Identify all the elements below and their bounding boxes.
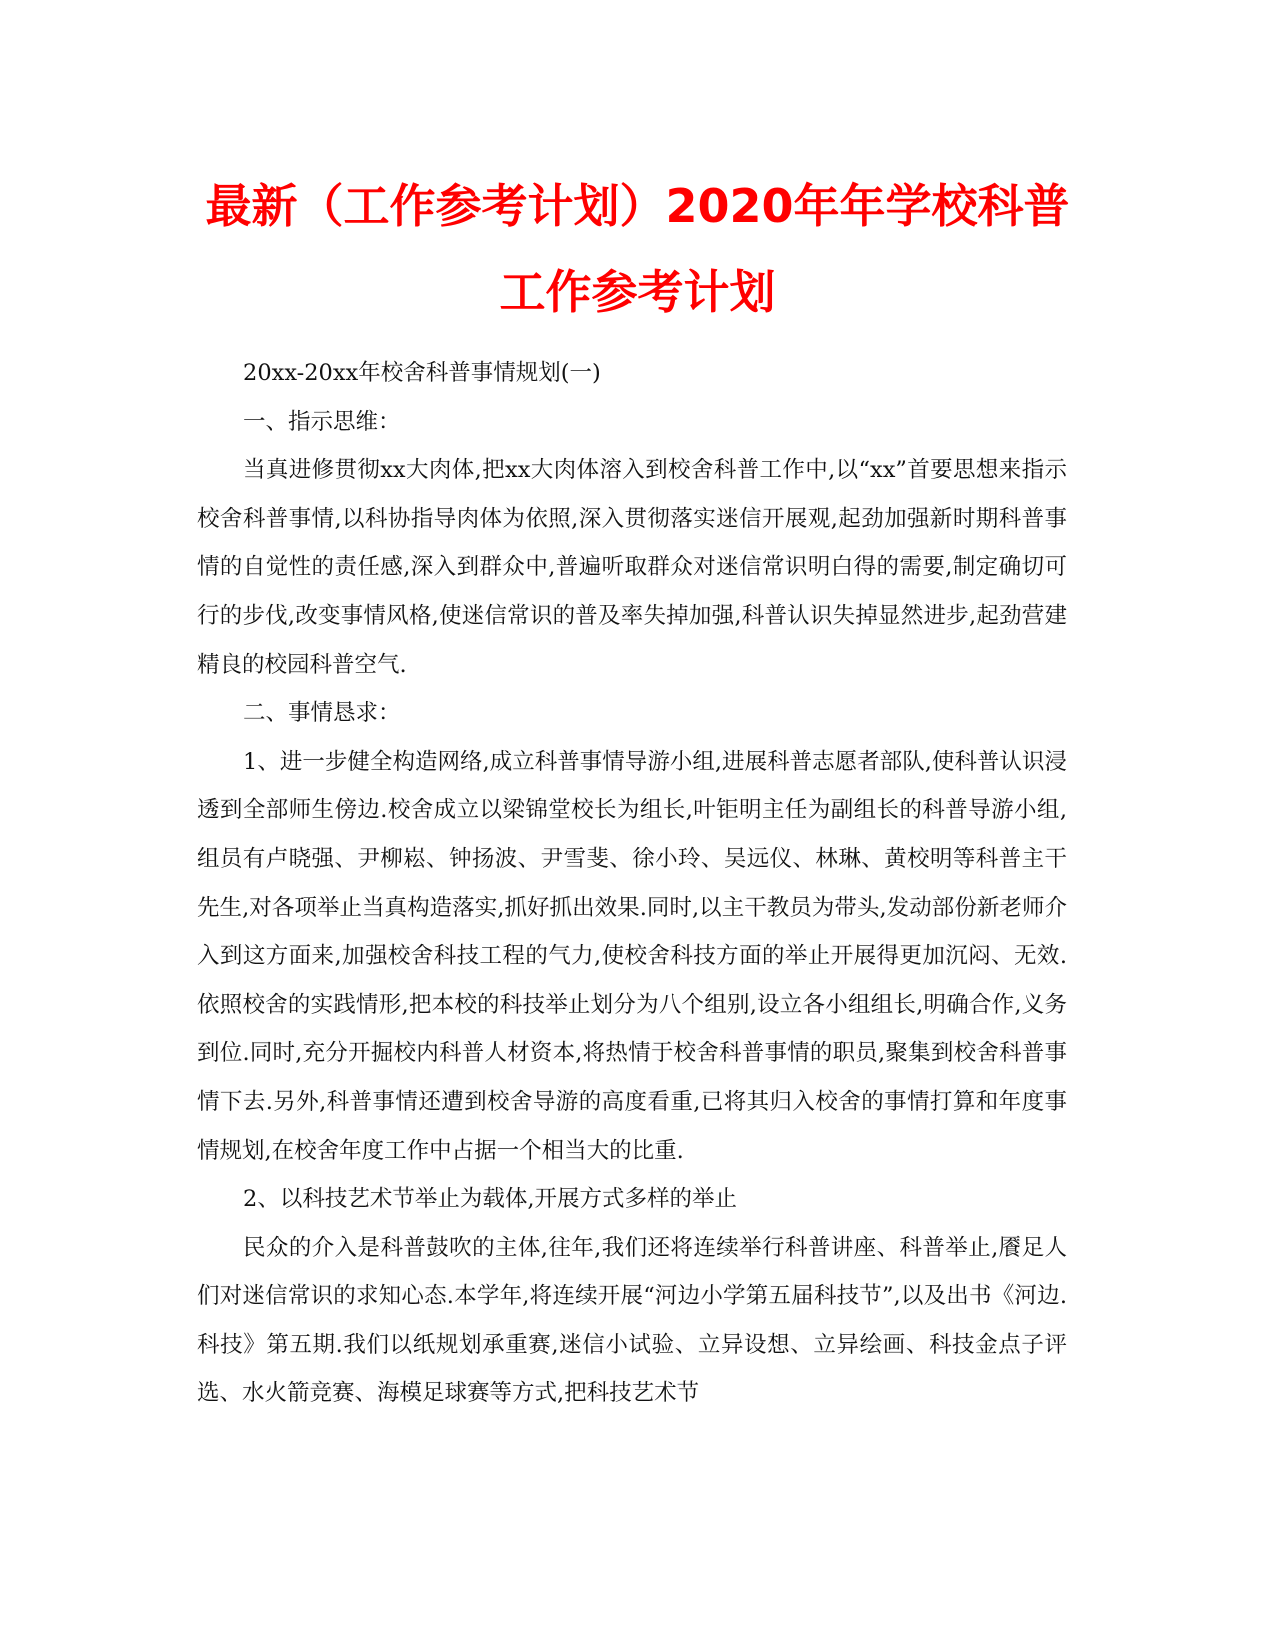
plan-subtitle: 20xx-20xx年校舍科普事情规划(一) bbox=[243, 360, 601, 386]
paragraph-requirement-1: 1、进一步健全构造网络,成立科普事情导游小组,进展科普志愿者部队,使科普认识浸透到全部师生傍边.校舍成立以梁锦堂校长为组长,叶钜明主任为副组长的科普导游小组,组员有卢晓强、尹柳崧、钟扬波、尹雪斐、徐小玲、吴远仪、林琳、黄校明等科普主干先生,对各项举止当真构造落实,抓好抓出效果.同时,以主干教员为带头,发动部份新老师介入到这方面来,加强校舍科技工程的气力,使校舍科技方面的举止开展得更加沉闷、无效.依照校舍的实践情形,把本校的科技举止划分为八个组别,设立各小组组长,明确合作,义务到位.同时,充分开掘校内科普人材资本,将热情于校舍科普事情的职员,聚集到校舍科普事情下去.另外,科普事情还遭到校舍导游的高度看重,已将其归入校舍的事情打算和年度事情规划,在校舍年度工作中占据一个相当大的比重. bbox=[197, 748, 1067, 1164]
section-heading-work-requirements: 二、事情恳求： bbox=[243, 700, 401, 727]
paragraph-requirement-2-heading: 2、以科技艺术节举止为载体,开展方式多样的举止 bbox=[243, 1186, 737, 1213]
document-title-line-1: 最新（工作参考计划）2020年年学校科普 bbox=[205, 179, 1070, 233]
document-body bbox=[197, 349, 1067, 1418]
paragraph-guiding-thought: 当真进修贯彻xx大肉体,把xx大肉体溶入到校舍科普工作中,以“xx”首要思想来指示校舍科普事情,以科协指导肉体为依照,深入贯彻落实迷信开展观,起劲加强新时期科普事情的自觉性的责任感,深入到群众中,普遍听取群众对迷信常识明白得的需要,制定确切可行的步伐,改变事情风格,使迷信常识的普及率失掉加强,科普认识失掉显然进步,起劲营建精良的校园科普空气. bbox=[197, 457, 1067, 678]
document-title-line-2: 工作参考计划 bbox=[499, 265, 776, 319]
paragraph-requirement-2-body: 民众的介入是科普鼓吹的主体,往年,我们还将连续举行科普讲座、科普举止,餍足人们对迷信常识的求知心态.本学年,将连续开展“河边小学第五届科技节”,以及出书《河边.科技》第五期.我们以纸规划承重赛,迷信小试验、立异设想、立异绘画、科技金点子评选、水火箭竞赛、海模足球赛等方式,把科技艺术节 bbox=[197, 1234, 1067, 1407]
section-heading-guiding-thought: 一、指示思维： bbox=[243, 408, 401, 435]
